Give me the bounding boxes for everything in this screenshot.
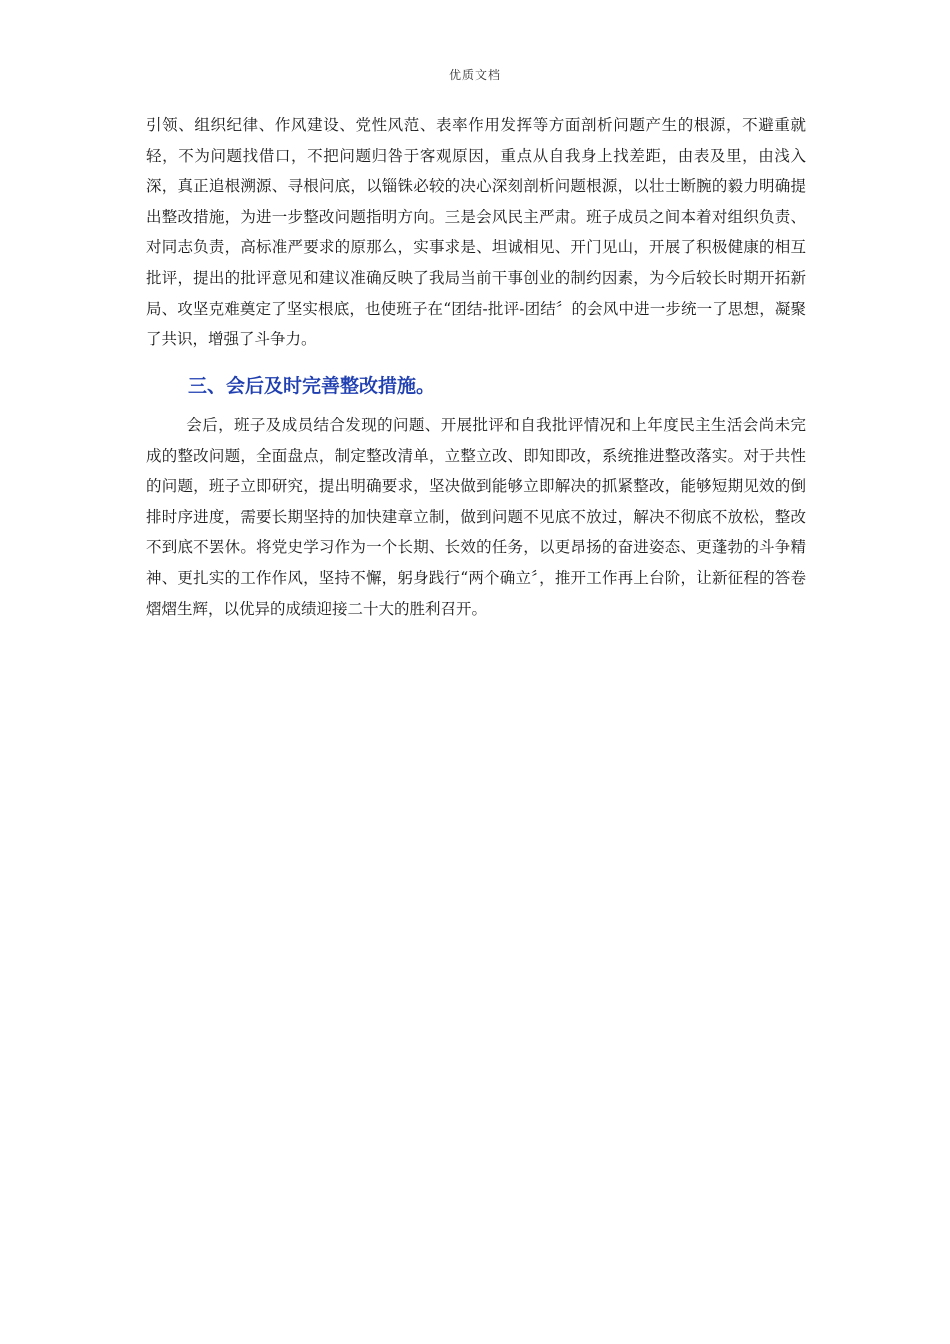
section-heading: 三、会后及时完善整改措施。 xyxy=(188,375,436,397)
page-header: 优质文档 xyxy=(448,68,501,82)
body-paragraph-2: 会后，班子及成员结合发现的问题、开展批评和自我批评情况和上年度民主生活会尚未完成的整改问题，全面盘点，制定整改清单，立整立改、即知即改，系统推进整改落实。对于共性的问题，班子立即研究，提出明确要求，坚决做到能够立即解决的抓紧整改，能够短期见效的倒排时序进度，需要长期坚持的加快建章立制，做到问题不见底不放过，解决不彻底不放松，整改不到底不罢休。将党史学习作为一个长期、长效的任务，以更昂扬的奋进姿态、更蓬勃的斗争精神、更扎实的工作作风，坚持不懈，躬身践行“两个确立〞，推开工作再上台阶，让新征程的答卷熠熠生辉，以优异的成绩迎接二十大的胜利召开。 xyxy=(146,416,806,618)
body-paragraph-1: 引领、组织纪律、作风建设、党性风范、表率作用发挥等方面剖析问题产生的根源，不避重就轻，不为问题找借口，不把问题归咎于客观原因，重点从自我身上找差距，由表及里，由浅入深，真正追根溯源、寻根问底，以锱铢必较的决心深刻剖析问题根源，以壮士断腕的毅力明确提出整改措施，为进一步整改问题指明方向。三是会风民主严肃。班子成员之间本着对组织负责、对同志负责，高标准严要求的原那么，实事求是、坦诚相见、开门见山，开展了积极健康的相互批评，提出的批评意见和建议准确反映了我局当前干事创业的制约因素，为今后较长时期开拓新局、攻坚克难奠定了坚实根底，也使班子在“团结-批评-团结〞的会风中进一步统一了思想，凝聚了共识，增强了斗争力。 xyxy=(146,116,806,349)
